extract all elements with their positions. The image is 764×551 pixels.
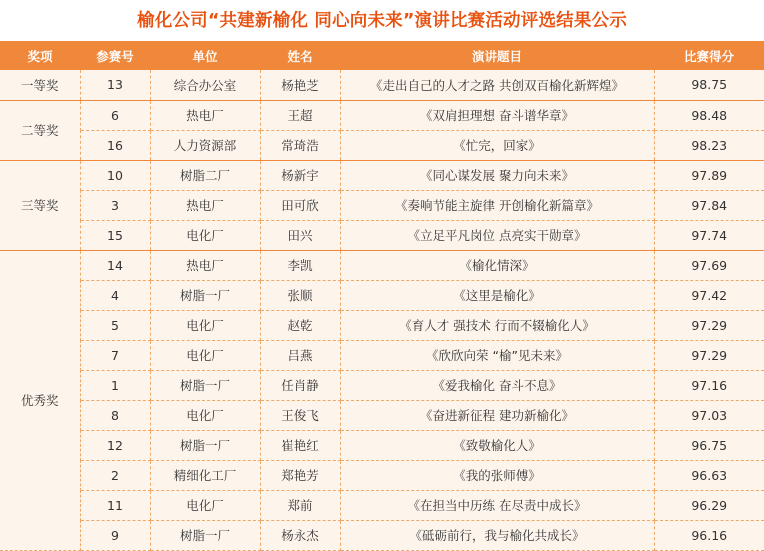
score-cell: 97.29: [654, 340, 764, 370]
name-cell: 杨艳芝: [260, 70, 340, 100]
entry-number-cell: 4: [80, 280, 150, 310]
unit-cell: 电化厂: [150, 400, 260, 430]
table-row: [0, 310, 764, 340]
unit-cell: 热电厂: [150, 100, 260, 130]
unit-cell: 热电厂: [150, 190, 260, 220]
score-cell: 97.89: [654, 160, 764, 190]
score-cell: 96.63: [654, 460, 764, 490]
score-cell: 97.42: [654, 280, 764, 310]
score-cell: 96.16: [654, 520, 764, 550]
topic-cell: 《我的张师傅》: [340, 460, 654, 490]
unit-cell: 人力资源部: [150, 130, 260, 160]
unit-cell: 电化厂: [150, 220, 260, 250]
entry-number-cell: 12: [80, 430, 150, 460]
name-cell: 杨新宇: [260, 160, 340, 190]
column-header-unit: 单位: [150, 41, 260, 70]
unit-cell: 综合办公室: [150, 70, 260, 100]
topic-cell: 《在担当中历练 在尽责中成长》: [340, 490, 654, 520]
page-title: 榆化公司“共建新榆化 同心向未来”演讲比赛活动评选结果公示: [137, 11, 627, 31]
score-cell: 96.29: [654, 490, 764, 520]
name-cell: 李凯: [260, 250, 340, 280]
score-cell: 97.16: [654, 370, 764, 400]
topic-cell: 《致敬榆化人》: [340, 430, 654, 460]
table-row: [0, 370, 764, 400]
score-cell: 98.23: [654, 130, 764, 160]
score-cell: 97.03: [654, 400, 764, 430]
topic-cell: 《双肩担理想 奋斗谱华章》: [340, 100, 654, 130]
name-cell: 田兴: [260, 220, 340, 250]
unit-cell: 电化厂: [150, 340, 260, 370]
topic-cell: 《奏响节能主旋律 开创榆化新篇章》: [340, 190, 654, 220]
table-row: [0, 400, 764, 430]
table-header: [0, 41, 764, 70]
table-row: [0, 250, 764, 280]
table-row: [0, 130, 764, 160]
unit-cell: 树脂一厂: [150, 430, 260, 460]
topic-cell: 《这里是榆化》: [340, 280, 654, 310]
column-header-score: 比赛得分: [654, 41, 764, 70]
name-cell: 王俊飞: [260, 400, 340, 430]
column-header-topic: 演讲题目: [340, 41, 654, 70]
column-header-name: 姓名: [260, 41, 340, 70]
table-row: [0, 490, 764, 520]
score-cell: 97.74: [654, 220, 764, 250]
entry-number-cell: 9: [80, 520, 150, 550]
name-cell: 任肖静: [260, 370, 340, 400]
topic-cell: 《立足平凡岗位 点亮实干勋章》: [340, 220, 654, 250]
table-row: [0, 460, 764, 490]
topic-cell: 《走出自己的人才之路 共创双百榆化新辉煌》: [340, 70, 654, 100]
score-cell: 97.84: [654, 190, 764, 220]
topic-cell: 《砥砺前行，我与榆化共成长》: [340, 520, 654, 550]
table-row: [0, 160, 764, 190]
topic-cell: 《榆化情深》: [340, 250, 654, 280]
topic-cell: 《忙完，回家》: [340, 130, 654, 160]
topic-cell: 《奋进新征程 建功新榆化》: [340, 400, 654, 430]
topic-cell: 《育人才 强技术 行而不辍榆化人》: [340, 310, 654, 340]
name-cell: 田可欣: [260, 190, 340, 220]
topic-cell: 《同心谋发展 聚力向未来》: [340, 160, 654, 190]
topic-cell: 《爱我榆化 奋斗不息》: [340, 370, 654, 400]
table-row: [0, 220, 764, 250]
name-cell: 吕燕: [260, 340, 340, 370]
award-category-cell: 优秀奖: [0, 250, 80, 550]
unit-cell: 树脂一厂: [150, 520, 260, 550]
unit-cell: 树脂一厂: [150, 280, 260, 310]
unit-cell: 电化厂: [150, 490, 260, 520]
name-cell: 张顺: [260, 280, 340, 310]
entry-number-cell: 6: [80, 100, 150, 130]
table-row: [0, 430, 764, 460]
entry-number-cell: 14: [80, 250, 150, 280]
entry-number-cell: 11: [80, 490, 150, 520]
entry-number-cell: 3: [80, 190, 150, 220]
score-cell: 98.48: [654, 100, 764, 130]
unit-cell: 精细化工厂: [150, 460, 260, 490]
score-cell: 96.75: [654, 430, 764, 460]
entry-number-cell: 5: [80, 310, 150, 340]
name-cell: 王超: [260, 100, 340, 130]
award-category-cell: 二等奖: [0, 100, 80, 160]
column-header-award: 奖项: [0, 41, 80, 70]
unit-cell: 电化厂: [150, 310, 260, 340]
score-cell: 97.69: [654, 250, 764, 280]
table-header-row: [0, 41, 764, 70]
table-row: [0, 520, 764, 550]
score-cell: 98.75: [654, 70, 764, 100]
score-cell: 97.29: [654, 310, 764, 340]
entry-number-cell: 10: [80, 160, 150, 190]
name-cell: 崔艳红: [260, 430, 340, 460]
name-cell: 郑前: [260, 490, 340, 520]
entry-number-cell: 16: [80, 130, 150, 160]
table-row: [0, 70, 764, 100]
table-row: [0, 280, 764, 310]
entry-number-cell: 13: [80, 70, 150, 100]
unit-cell: 树脂二厂: [150, 160, 260, 190]
name-cell: 郑艳芳: [260, 460, 340, 490]
table-row: [0, 340, 764, 370]
entry-number-cell: 2: [80, 460, 150, 490]
table-row: [0, 190, 764, 220]
name-cell: 赵乾: [260, 310, 340, 340]
entry-number-cell: 7: [80, 340, 150, 370]
column-header-entry-number: 参赛号: [80, 41, 150, 70]
results-table: [0, 41, 764, 551]
table-body: [0, 70, 764, 550]
unit-cell: 树脂一厂: [150, 370, 260, 400]
name-cell: 杨永杰: [260, 520, 340, 550]
entry-number-cell: 15: [80, 220, 150, 250]
name-cell: 常琦浩: [260, 130, 340, 160]
entry-number-cell: 1: [80, 370, 150, 400]
award-category-cell: 一等奖: [0, 70, 80, 100]
topic-cell: 《欣欣向荣 “榆”见未来》: [340, 340, 654, 370]
unit-cell: 热电厂: [150, 250, 260, 280]
entry-number-cell: 8: [80, 400, 150, 430]
table-row: [0, 100, 764, 130]
award-category-cell: 三等奖: [0, 160, 80, 250]
